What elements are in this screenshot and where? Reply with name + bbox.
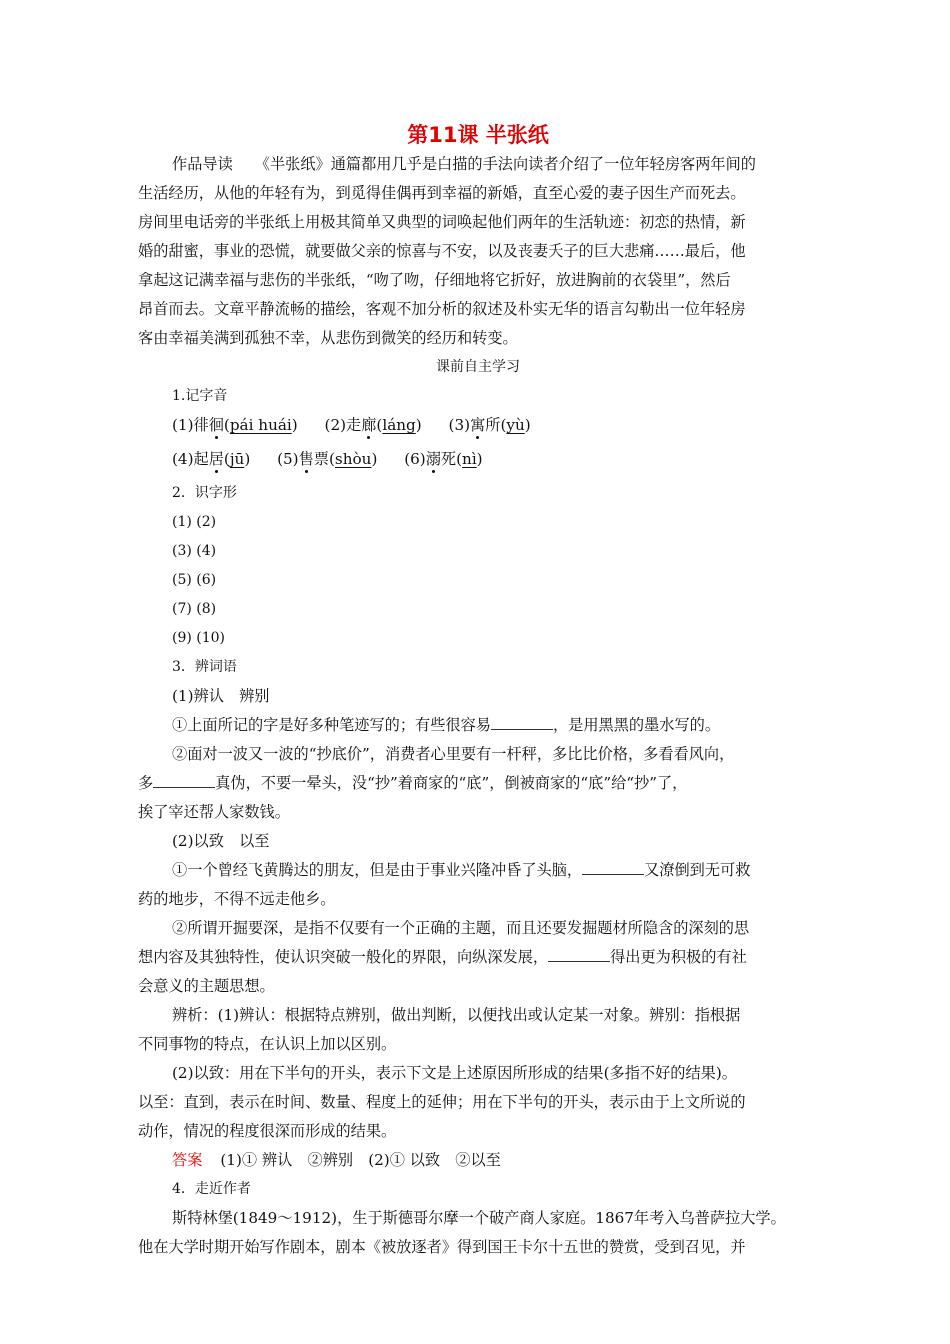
intro-label: 作品导读	[172, 155, 233, 173]
pronunciation-item: (2)走廊(láng)	[324, 416, 422, 434]
exercise-sentence: 多 真伪，不要一晕头，没“抄”着商家的“底”，倒被商家的“底”给“抄”了，	[138, 774, 688, 792]
exercise-sentence: 会意义的主题思想。	[138, 977, 275, 995]
intro-line: 作品导读 《半张纸》通篇都用几乎是白描的手法向读者介绍了一位年轻房客两年间的	[172, 155, 756, 173]
intro-line: 婚的甜蜜，事业的恐慌，就要做父亲的惊喜与不安，以及丧妻夭子的巨大悲痛……最后，他	[138, 242, 746, 260]
glyph-row: (3) (4)	[172, 543, 217, 559]
author-line: 他在大学时期开始写作剧本，剧本《被放逐者》得到国王卡尔十五世的赞赏，受到召见，并	[138, 1238, 746, 1256]
author-line: 斯特林堡(1849～1912)，生于斯德哥尔摩一个破产商人家庭。1867年考入乌普萨拉大学。	[172, 1209, 786, 1227]
question-2-heading: 2．识字形	[172, 485, 237, 501]
intro-line: 生活经历，从他的年轻有为，到觅得佳偶再到幸福的新婚，直至心爱的妻子因生产而死去。	[138, 184, 746, 202]
pronunciation-row	[138, 445, 818, 474]
pronunciation-item: (3)寓所(yù)	[448, 416, 531, 434]
answer-blank[interactable]	[491, 715, 553, 730]
intro-line: 拿起这记满幸福与悲伤的半张纸，“吻了吻，仔细地将它折好，放进胸前的衣袋里”，然后	[138, 271, 731, 289]
pronunciation-item: (4)起居(jū)	[172, 450, 251, 468]
analysis-line: 不同事物的特点，在认识上加以区别。	[138, 1035, 397, 1053]
intro-line: 客由幸福美满到孤独不幸，从悲伤到微笑的经历和转变。	[138, 329, 518, 347]
question-1-heading: 1.记字音	[172, 388, 228, 404]
section-heading: 课前自主学习	[436, 359, 520, 375]
glyph-row: (1) (2)	[172, 514, 217, 530]
exercise-sentence: 药的地步，不得不远走他乡。	[138, 890, 336, 908]
answer-blank[interactable]	[582, 860, 644, 875]
analysis-line: 以至：直到，表示在时间、数量、程度上的延伸；用在下半句的开头，表示由于上文所说的	[138, 1093, 746, 1111]
pronunciation-row	[138, 411, 818, 440]
glyph-row: (5) (6)	[172, 572, 217, 588]
answer-label: 答案	[172, 1151, 203, 1169]
exercise-sentence: ②面对一波又一波的“抄底价”，消费者心里要有一杆秤，多比比价格，多看看风向，	[172, 745, 735, 763]
pronunciation-item: (5)售票(shòu)	[277, 450, 378, 468]
word-pair-label: (2)以致 以至	[172, 832, 270, 850]
analysis-line: (2)以致：用在下半句的开头，表示下文是上述原因所形成的结果(多指不好的结果)。	[172, 1064, 737, 1082]
exercise-sentence: ②所谓开掘要深，是指不仅要有一个正确的主题，而且还要发掘题材所隐含的深刻的思	[172, 919, 750, 937]
exercise-sentence: 挨了宰还帮人家数钱。	[138, 803, 290, 821]
document-page	[138, 120, 818, 1262]
intro-line: 房间里电话旁的半张纸上用极其简单又典型的词唤起他们两年的生活轨迹：初恋的热情，新	[138, 213, 746, 231]
word-pair-label: (1)辨认 辨别	[172, 687, 270, 705]
answer-blank[interactable]	[548, 947, 610, 962]
exercise-sentence: ①一个曾经飞黄腾达的朋友，但是由于事业兴隆冲昏了头脑， 又潦倒到无可救	[172, 861, 751, 879]
exercise-sentence: 想内容及其独特性，使认识突破一般化的界限，向纵深发展， 得出更为积极的有社	[138, 948, 747, 966]
pronunciation-item: (1)徘徊(pái huái)	[172, 416, 298, 434]
answer-blank[interactable]	[153, 773, 215, 788]
pronunciation-item: (6)溺死(nì)	[404, 450, 483, 468]
intro-line: 昂首而去。文章平静流畅的描绘，客观不加分析的叙述及朴实无华的语言勾勒出一位年轻房	[138, 300, 746, 318]
answer-line	[138, 1146, 818, 1175]
lesson-title: 第11课 半张纸	[407, 123, 549, 147]
answer-text: (1)① 辨认 ②辨别 (2)① 以致 ②以至	[220, 1151, 501, 1169]
glyph-row: (7) (8)	[172, 601, 217, 617]
question-3-heading: 3．辨词语	[172, 659, 237, 675]
analysis-line: 动作，情况的程度很深而形成的结果。	[138, 1122, 397, 1140]
analysis-line: 辨析：(1)辨认：根据特点辨别，做出判断，以便找出或认定某一对象。辨别：指根据	[172, 1006, 741, 1024]
glyph-row: (9) (10)	[172, 630, 226, 646]
question-4-heading: 4．走近作者	[172, 1181, 251, 1197]
exercise-sentence: ①上面所记的字是好多种笔迹写的；有些很容易 ，是用黑黑的墨水写的。	[172, 716, 720, 734]
